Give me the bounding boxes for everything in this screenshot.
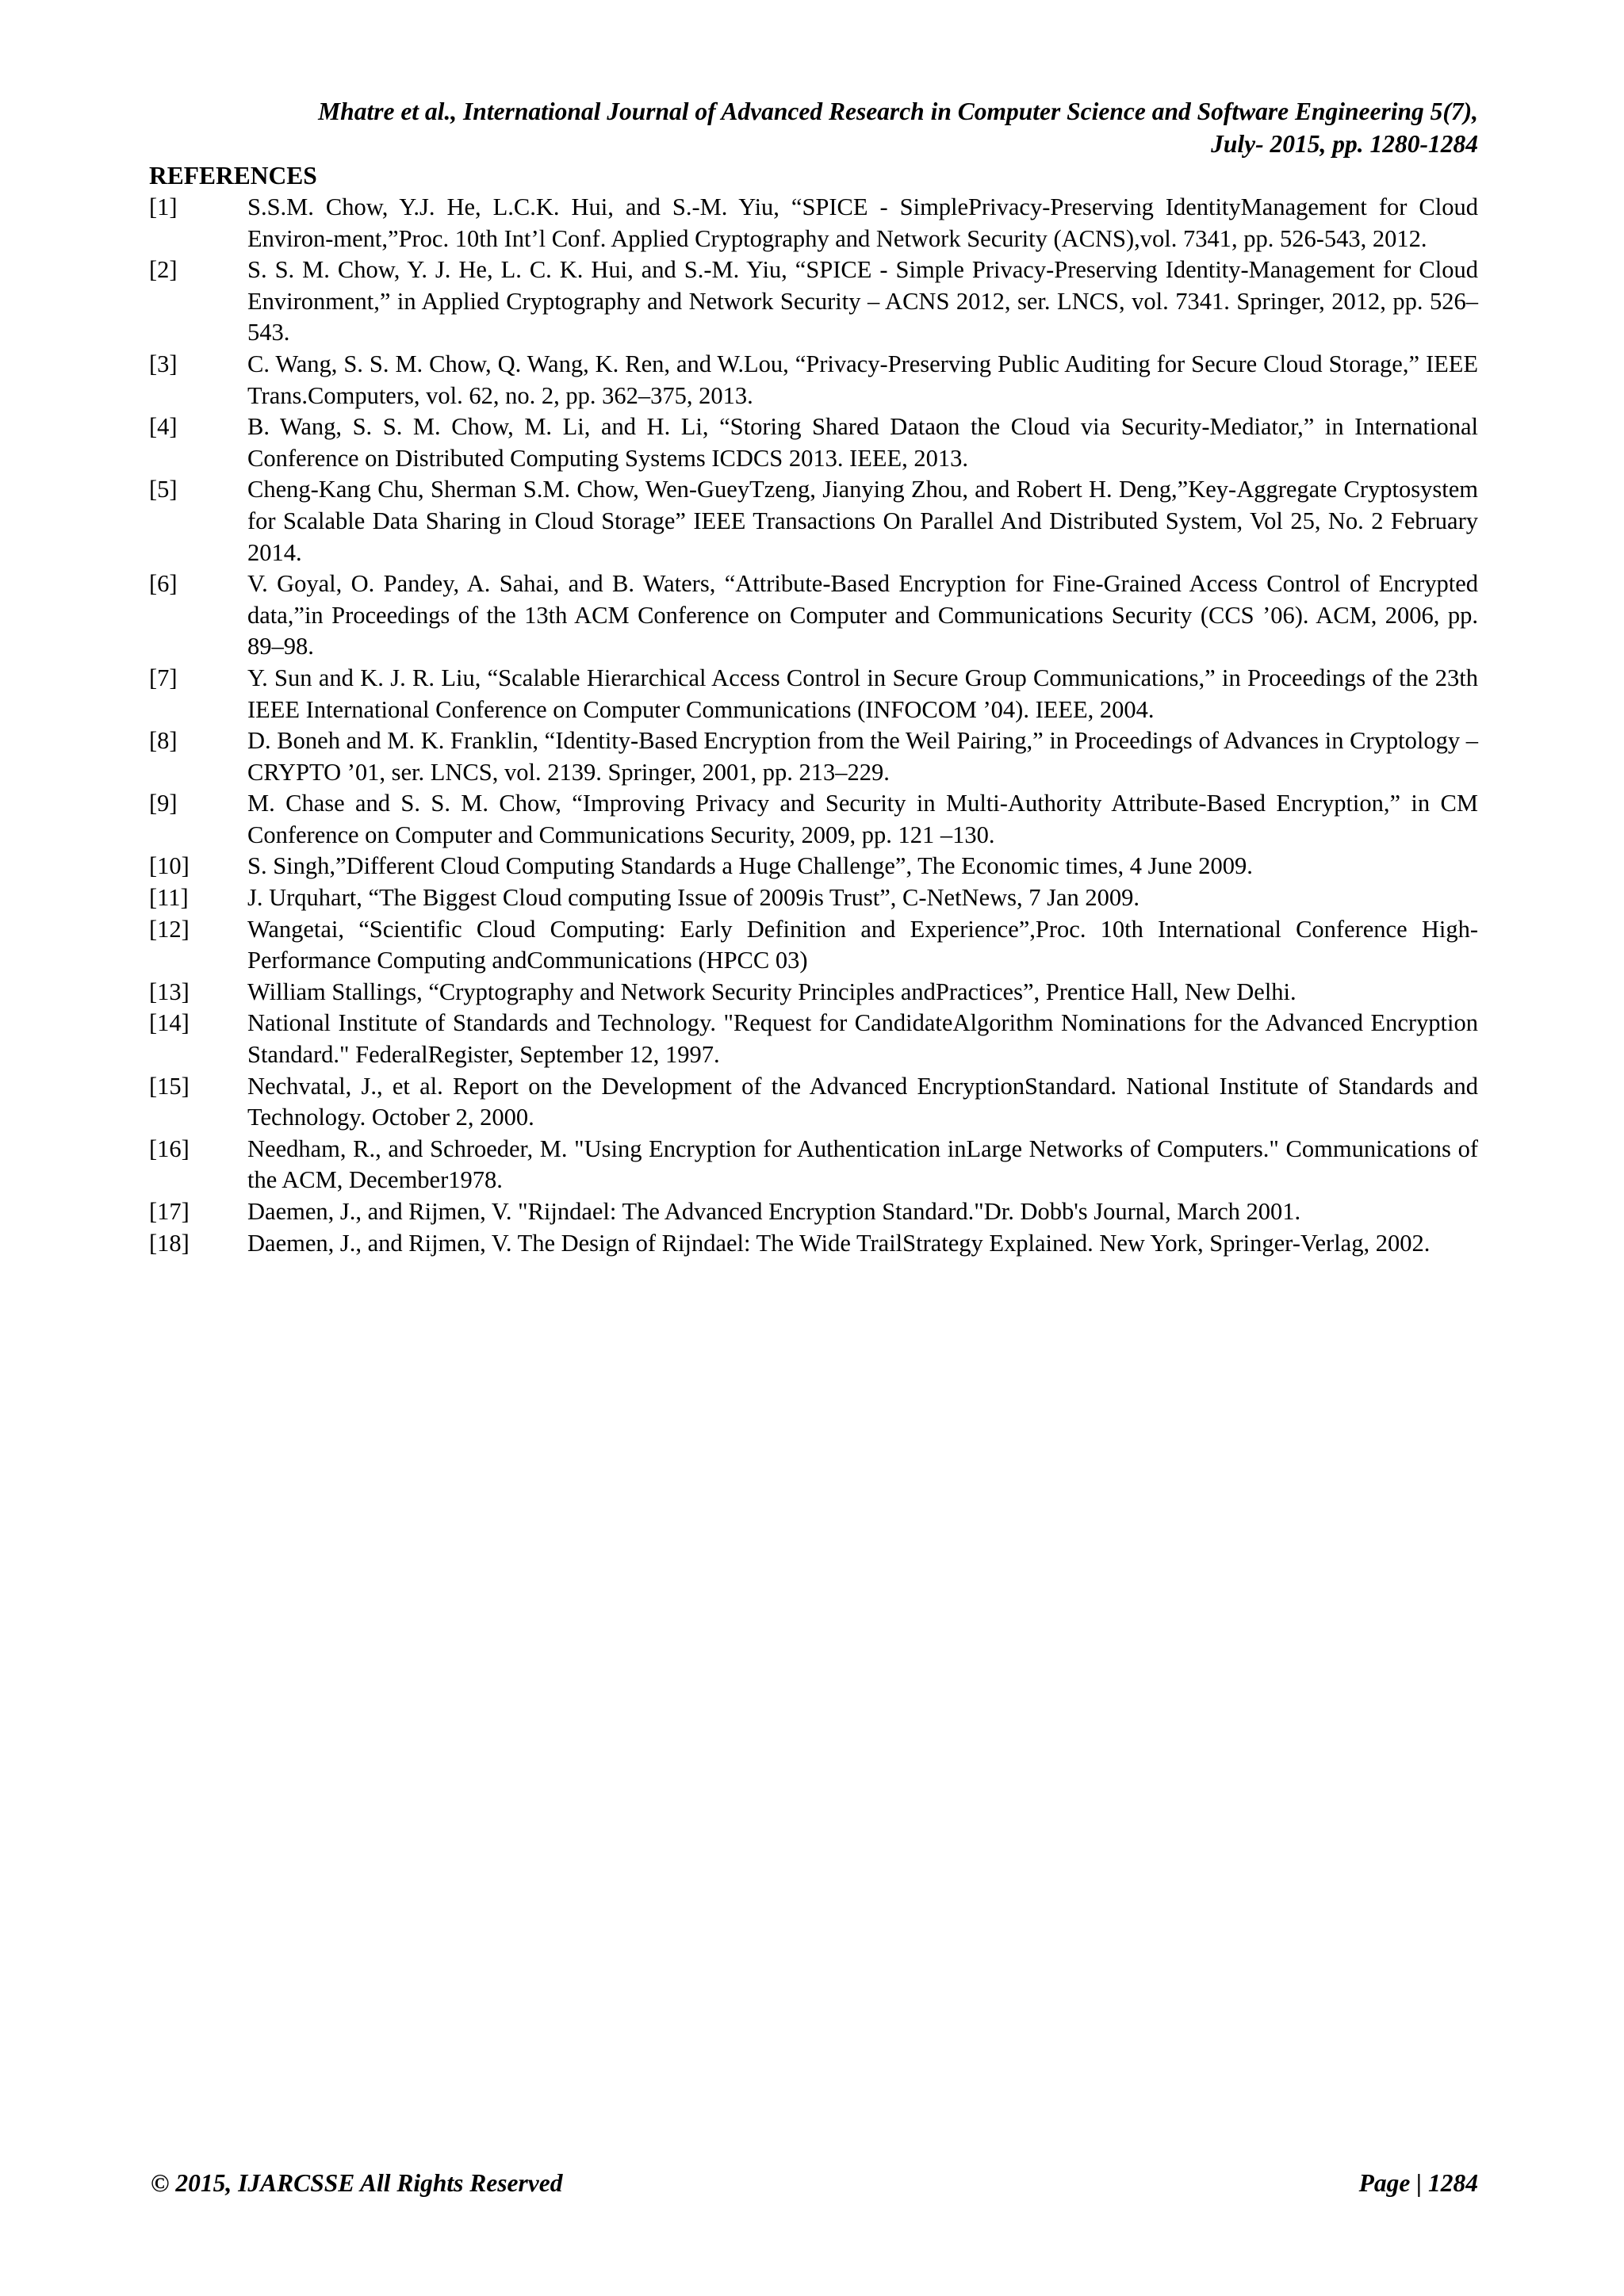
reference-item-3: [149, 349, 1478, 411]
reference-number: [1]: [149, 193, 178, 220]
reference-text: Wangetai, “Scientific Cloud Computing: Early Definition and Experience”,Proc. 10th International Conference High-Performance Computing andCommunications (HPCC 03): [247, 915, 1478, 974]
reference-number: [7]: [149, 664, 178, 691]
reference-item-13: [149, 977, 1478, 1008]
reference-text: D. Boneh and M. K. Franklin, “Identity-Based Encryption from the Weil Pairing,” in Proceedings of Advances in Cryptology – CRYPTO ’01, ser. LNCS, vol. 2139. Springer, 2001, pp. 213–229.: [247, 727, 1478, 786]
reference-text: National Institute of Standards and Technology. "Request for CandidateAlgorithm Nominations for the Advanced Encryption Standard." FederalRegister, September 12, 1997.: [247, 1009, 1478, 1069]
reference-item-1: [149, 192, 1478, 254]
reference-item-2: [149, 254, 1478, 349]
reference-number: [12]: [149, 915, 190, 943]
reference-item-11: [149, 882, 1478, 914]
reference-item-8: [149, 725, 1478, 788]
reference-number: [2]: [149, 256, 178, 284]
reference-text: William Stallings, “Cryptography and Network Security Principles andPractices”, Prentice Hall, New Delhi.: [247, 978, 1297, 1005]
reference-text: S. Singh,”Different Cloud Computing Standards a Huge Challenge”, The Economic times, 4 June 2009.: [247, 852, 1253, 880]
reference-number: [8]: [149, 727, 178, 755]
reference-item-6: [149, 568, 1478, 663]
reference-text: Daemen, J., and Rijmen, V. The Design of Rijndael: The Wide TrailStrategy Explained. New York, Springer-Verlag, 2002.: [247, 1229, 1431, 1257]
reference-text: J. Urquhart, “The Biggest Cloud computing Issue of 2009is Trust”, C-NetNews, 7 Jan 2009.: [247, 884, 1140, 912]
reference-item-18: [149, 1228, 1478, 1260]
reference-item-16: [149, 1134, 1478, 1196]
reference-text: V. Goyal, O. Pandey, A. Sahai, and B. Waters, “Attribute-Based Encryption for Fine-Grained Access Control of Encrypted data,”in Proceedings of the 13th ACM Conference on Computer and Communications Security (CCS ’06). ACM, 2006, pp. 89–98.: [247, 570, 1478, 660]
reference-item-12: [149, 914, 1478, 977]
reference-number: [10]: [149, 852, 190, 880]
reference-number: [14]: [149, 1009, 190, 1037]
reference-number: [15]: [149, 1072, 190, 1100]
reference-number: [11]: [149, 884, 189, 912]
reference-item-17: [149, 1196, 1478, 1228]
reference-text: Nechvatal, J., et al. Report on the Development of the Advanced EncryptionStandard. National Institute of Standards and Technology. October 2, 2000.: [247, 1072, 1478, 1131]
reference-text: S. S. M. Chow, Y. J. He, L. C. K. Hui, and S.-M. Yiu, “SPICE - Simple Privacy-Preserving Identity-Management for Cloud Environment,” in Applied Cryptography and Network Security – ACNS 2012, ser. LNCS, vol. 7341. Springer, 2012, pp. 526–543.: [247, 256, 1478, 346]
reference-item-9: [149, 788, 1478, 851]
reference-number: [5]: [149, 476, 178, 503]
reference-list: [149, 192, 1478, 1259]
reference-item-7: [149, 663, 1478, 725]
reference-number: [18]: [149, 1229, 190, 1257]
reference-item-14: [149, 1008, 1478, 1070]
reference-number: [9]: [149, 790, 178, 817]
reference-text: S.S.M. Chow, Y.J. He, L.C.K. Hui, and S.-M. Yiu, “SPICE - SimplePrivacy-Preserving IdentityManagement for Cloud Environ-ment,”Proc. 10th Int’l Conf. Applied Cryptography and Network Security (ACNS),vol. 7341, pp. 526-543, 2012.: [247, 193, 1478, 252]
reference-number: [3]: [149, 350, 178, 377]
reference-text: C. Wang, S. S. M. Chow, Q. Wang, K. Ren, and W.Lou, “Privacy-Preserving Public Auditing for Secure Cloud Storage,” IEEE Trans.Computers, vol. 62, no. 2, pp. 362–375, 2013.: [247, 350, 1478, 409]
reference-text: M. Chase and S. S. M. Chow, “Improving Privacy and Security in Multi-Authority Attribute-Based Encryption,” in CM Conference on Computer and Communications Security, 2009, pp. 121 –130.: [247, 790, 1478, 848]
reference-number: [16]: [149, 1135, 190, 1162]
reference-text: Cheng-Kang Chu, Sherman S.M. Chow, Wen-GueyTzeng, Jianying Zhou, and Robert H. Deng,”Key-Aggregate Cryptosystem for Scalable Data Sharing in Cloud Storage” IEEE Transactions On Parallel And Distributed System, Vol 25, No. 2 February 2014.: [247, 476, 1478, 566]
reference-item-5: [149, 474, 1478, 568]
references-section: [149, 160, 1478, 1259]
reference-number: [6]: [149, 570, 178, 598]
reference-item-4: [149, 411, 1478, 474]
reference-item-15: [149, 1071, 1478, 1134]
reference-text: B. Wang, S. S. M. Chow, M. Li, and H. Li, “Storing Shared Dataon the Cloud via Security-Mediator,” in International Conference on Distributed Computing Systems ICDCS 2013. IEEE, 2013.: [247, 413, 1478, 472]
reference-text: Needham, R., and Schroeder, M. "Using Encryption for Authentication inLarge Networks of Computers." Communications of the ACM, December1978.: [247, 1135, 1478, 1194]
page-number: Page | 1284: [1358, 2169, 1478, 2197]
reference-text: Y. Sun and K. J. R. Liu, “Scalable Hierarchical Access Control in Secure Group Communications,” in Proceedings of the 23th IEEE International Conference on Computer Communications (INFOCOM ’04). IEEE, 2004.: [247, 664, 1478, 723]
running-header-line-1: Mhatre et al., International Journal of Advanced Research in Computer Science and Software Engineering 5(7),: [318, 98, 1478, 125]
reference-number: [4]: [149, 413, 178, 441]
reference-item-10: [149, 851, 1478, 882]
references-heading: REFERENCES: [149, 162, 317, 189]
running-header: [151, 95, 1478, 160]
copyright-notice: © 2015, IJARCSSE All Rights Reserved: [151, 2169, 563, 2197]
running-header-line-2: July- 2015, pp. 1280-1284: [1211, 130, 1478, 158]
page-footer: [151, 2168, 1478, 2199]
reference-number: [13]: [149, 978, 190, 1005]
reference-text: Daemen, J., and Rijmen, V. "Rijndael: The Advanced Encryption Standard."Dr. Dobb's Journal, March 2001.: [247, 1198, 1301, 1225]
reference-number: [17]: [149, 1198, 190, 1225]
